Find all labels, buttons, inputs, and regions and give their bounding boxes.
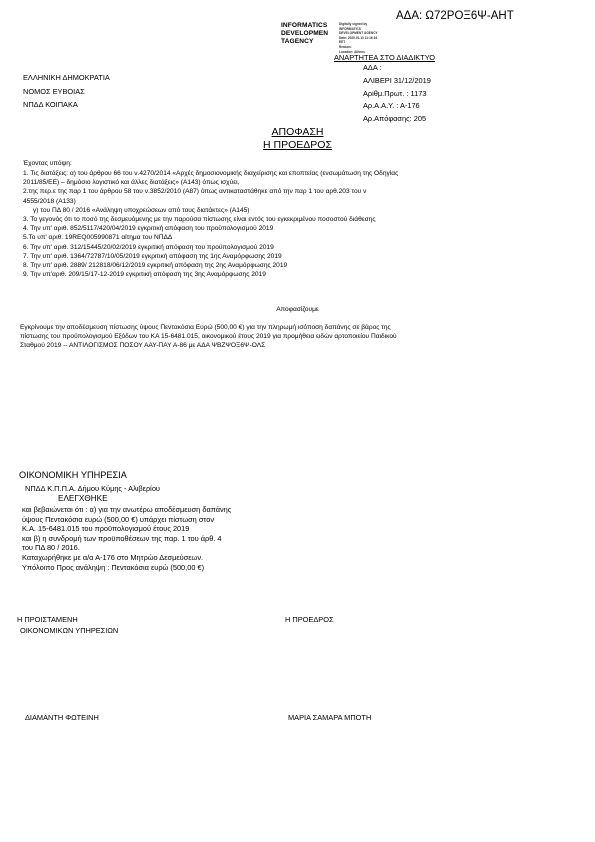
- checked-heading: ΕΛΕΓΧΘΗΚΕ: [58, 494, 108, 503]
- president-label: Η ΠΡΟΕΔΡΟΣ: [285, 615, 334, 624]
- meta-aay: Αρ.Α.Α.Υ. : Α-176: [363, 101, 420, 111]
- stamp-line: INFORMATICS: [281, 22, 328, 29]
- ada-code: ΑΔΑ: Ω72ΡΟΞ6Ψ-ΑΗΤ: [396, 10, 514, 22]
- considering-item: γ) του ΠΔ 80 / 2016 «Ανάληψη υποχρεώσεων από τους διατάκτες» (Α145): [33, 206, 250, 214]
- president-name: ΜΑΡΙΑ ΣΑΜΑΡΑ ΜΠΟΤΗ: [288, 713, 372, 722]
- stamp-detail: Date: 2020.01.13 11:16:16: [339, 35, 378, 40]
- meta-decision-number: Αρ.Απόφασης: 205: [363, 114, 427, 124]
- financial-service-header: ΟΙΚΟΝΟΜΙΚΗ ΥΠΗΡΕΣΙΑ: [19, 470, 127, 480]
- stamp-detail: DEVELOPMENT AGENCY: [339, 31, 378, 36]
- approval-line: Σταθμού 2019 -- ΑΝΤΙΛΟΓΙΣΜΟΣ ΠΟΣΟΥ ΑΑΥ-ΠΑΥ Α-86 με ΑΔΑ ΨΒΖΨΟΞ6Ψ-ΟΛΣ: [20, 342, 266, 350]
- considering-item: 2011/85/ΕΕ) – δημόσιο λογιστικό και άλλες διατάξεις» (Α143) όπως ισχύει,: [23, 179, 240, 187]
- financial-service-entity: ΝΠΔΔ Κ.Π.Π.Α. Δήμου Κύμης - Αλιβερίου: [25, 484, 160, 493]
- issuer-header: [23, 73, 110, 114]
- considering-item: 9. Την υπ'αριθ. 209/15/17-12-2019 εγκριτική απόφαση της 3ης Αναμόρφωσης 2019: [23, 271, 266, 279]
- certification-line: του ΠΔ 80 / 2016.: [22, 543, 80, 553]
- document-subtitle: Η ΠΡΟΕΔΡΟΣ: [263, 139, 332, 151]
- considering-item: 6. Την υπ' αριθ. 312/15445/20/02/2019 εγκριτική απόφαση του προϋπολογισμού 2019: [23, 243, 274, 251]
- stamp-line: DEVELOPMEN: [281, 30, 329, 38]
- entity-line: ΝΠΔΔ ΚΟΙΠΑΚΑ: [23, 100, 78, 110]
- document-meta: [363, 63, 431, 127]
- approval-line: πίστωσης του προϋπολογισμού Εξόδων του ΚΑ 15-6481.015, οικονομικού έτους 2019 για προμήθεια ειδών αρτοποιείου Παιδικού: [20, 333, 397, 341]
- certification-line: Καταχωρήθηκε με α/α Α-176 στο Μητρώο Δεσμεύσεων.: [22, 552, 204, 562]
- stamp-line: TAGENCY: [281, 38, 314, 46]
- considering-item: 5.Το υπ' αριθ. 19REQ005990871 αίτημα του ΝΠΔΔ: [23, 234, 173, 242]
- meta-date: ΑΛΙΒΕΡΙ 31/12/2019: [363, 75, 431, 85]
- considering-label: Έχοντας υπόψη:: [23, 160, 72, 167]
- finance-services-label: ΟΙΚΟΝΟΜΙΚΩΝ ΥΠΗΡΕΣΙΩΝ: [20, 626, 119, 635]
- considering-list: [23, 169, 571, 279]
- considering-item: 7. Την υπ' αριθ. 1364/72787/10/05/2019 εγκριτική απόφαση της 1ης Αναμόρφωσης 2019: [23, 252, 282, 260]
- considering-item: 2.της περ.ε της παρ 1 του άρθρου 58 του ν.3852/2010 (Α87) όπως αντικαταστάθηκε από την παρ 1 του αρθ.203 του ν: [23, 188, 367, 196]
- country-line: ΕΛΛΗΝΙΚΗ ΔΗΜΟΚΡΑΤΙΑ: [23, 73, 110, 82]
- head-of-finance-label: Η ΠΡΟΙΣΤΑΜΕΝΗ: [17, 615, 78, 624]
- document-title: ΑΠΟΦΑΣΗ: [271, 126, 324, 138]
- considering-item: 4555/2018 (Α133): [23, 197, 76, 205]
- financial-certification: [22, 505, 231, 572]
- approval-line: Εγκρίνουμε την αποδέσμευση πίστωσης ύψους Πεντακόσια Ευρώ (500,00 €) για την πληρωμή ισόποση δαπάνης σε βάρος της: [20, 324, 391, 331]
- prefecture-line: ΝΟΜΟΣ ΕΥΒΟΙΑΣ: [23, 86, 85, 96]
- certification-line: Κ.Α. 15-6481.015 του προϋπολογισμού έτους 2019: [22, 524, 190, 534]
- approval-paragraph: [20, 323, 575, 351]
- certification-line: και βεβαιώνεται ότι : α) για την ανωτέρω αποδέσμευση δαπάνης: [22, 505, 232, 514]
- stamp-detail: Reason:: [339, 44, 352, 49]
- stamp-detail: EET: [339, 40, 346, 45]
- stamp-detail: INFORMATICS: [339, 26, 361, 31]
- considering-item: 8. Την υπ' αριθ. 2889/ 212818/06/12/2019 εγκριτική απόφαση της 2ης Αναμόρφωσης 2019: [23, 262, 288, 270]
- posted-online-notice: ΑΝΑΡΤΗΤΕΑ ΣΤΟ ΔΙΑΔΙΚΤΥΟ: [334, 53, 435, 62]
- meta-protocol: Αριθμ.Πρωτ. : 1173: [363, 88, 427, 98]
- considering-item: 1. Τις διατάξεις: α) του άρθρου 66 του ν.4270/2014 «Αρχές δημοσιονομικής διαχείρισης και εποπτείας (ενσωμάτωση της Οδηγίας: [23, 170, 399, 177]
- certification-line: και β) η συνδρομή των προϋποθέσεων της παρ. 1 του άρθ. 4: [22, 533, 222, 543]
- decision-heading: Αποφασίζουμε: [276, 306, 319, 313]
- certification-line: ύψους Πεντακόσια ευρώ (500,00 €) υπάρχει πίστωση στον: [22, 514, 215, 524]
- signature-stamp-text: [281, 22, 328, 47]
- certification-line: Υπόλοιπο Προς ανάληψη : Πεντακόσια ευρώ (500,00 €): [22, 562, 205, 572]
- stamp-detail: Location: Athens: [339, 49, 365, 54]
- stamp-detail: Digitally signed by: [339, 22, 368, 26]
- head-of-finance-name: ΔΙΑΜΑΝΤΗ ΦΩΤΕΙΝΗ: [25, 713, 99, 722]
- considering-item: 3. Το γεγονός ότι το ποσό της δεσμευόμενης με την παρούσα πίστωσης είναι εντός του εγκεκριμένου ποσοστού διάθεσης: [23, 216, 376, 224]
- meta-ada: ΑΔΑ :: [363, 63, 382, 72]
- considering-item: 4. Την υπ' αριθ. 852/5117/420/04/2019 εγκριτική απόφαση του προϋπολογισμού 2019: [23, 225, 274, 233]
- digital-signature-details: [339, 22, 379, 54]
